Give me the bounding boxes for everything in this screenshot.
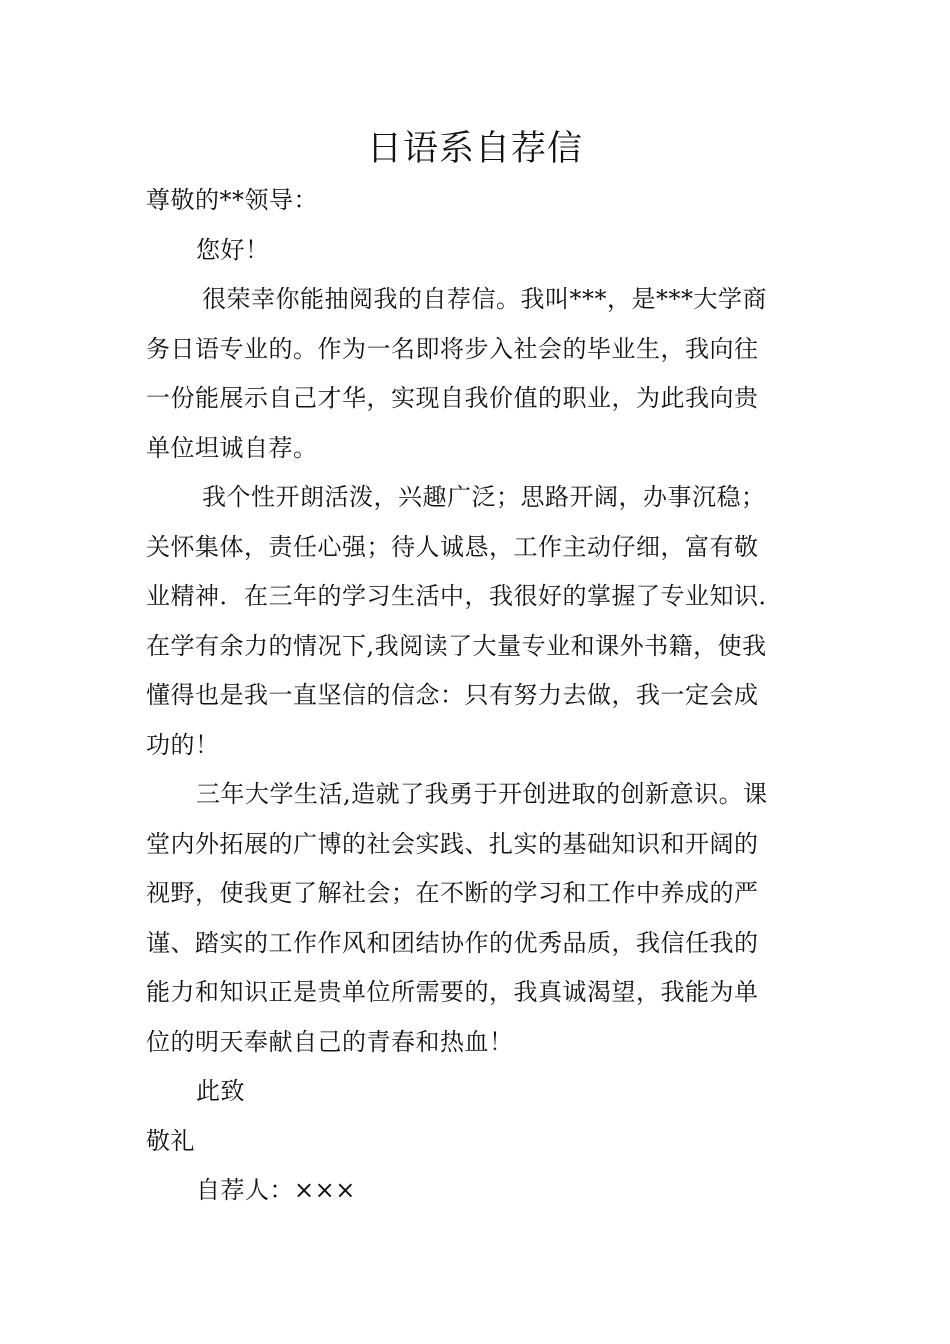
paragraph-line: 功的！	[146, 730, 220, 759]
paragraph-line: 业精神．在三年的学习生活中，我很好的掌握了专业知识．	[146, 582, 783, 610]
paragraph-line: 懂得也是我一直坚信的信念：只有努力去做，我一定会成	[146, 681, 759, 709]
document-title: 日语系自荐信	[366, 129, 583, 169]
paragraph-line: 务日语专业的。作为一名即将步入社会的毕业生，我向往	[146, 334, 759, 363]
paragraph-line: 堂内外拓展的广博的社会实践、扎实的基础知识和开阔的	[146, 829, 759, 858]
paragraph-2	[146, 473, 811, 770]
paragraph-line: 谨、踏实的工作作风和团结协作的优秀品质，我信任我的	[146, 928, 759, 957]
paragraph-line: 单位坦诚自荐。	[146, 433, 318, 462]
paragraph-line: 三年大学生活,造就了我勇于开创进取的创新意识。课	[196, 780, 768, 808]
paragraph-3	[146, 770, 811, 1067]
signature: 自荐人：×××	[196, 1176, 356, 1204]
letter-body	[146, 176, 811, 1216]
closing-jing-li: 敬礼	[146, 1126, 195, 1155]
closing-ci-zhi: 此致	[196, 1077, 245, 1105]
greeting: 您好！	[196, 235, 270, 264]
paragraph-1	[146, 275, 811, 473]
salutation: 尊敬的**领导：	[146, 186, 318, 214]
paragraph-line: 关怀集体，责任心强；待人诚恳，工作主动仔细，富有敬	[146, 532, 759, 561]
paragraph-line: 视野，使我更了解社会；在不断的学习和工作中养成的严	[146, 879, 759, 907]
paragraph-line: 在学有余力的情况下,我阅读了大量专业和课外书籍，使我	[146, 631, 767, 660]
paragraph-line: 位的明天奉献自己的青春和热血！	[146, 1027, 514, 1056]
paragraph-line: 我个性开朗活泼，兴趣广泛；思路开阔，办事沉稳；	[202, 483, 766, 511]
paragraph-line: 一份能展示自己才华，实现自我价值的职业，为此我向贵	[146, 384, 759, 412]
paragraph-line: 能力和知识正是贵单位所需要的，我真诚渴望，我能为单	[146, 978, 759, 1006]
paragraph-line: 很荣幸你能抽阅我的自荐信。我叫***，是***大学商	[202, 285, 767, 313]
